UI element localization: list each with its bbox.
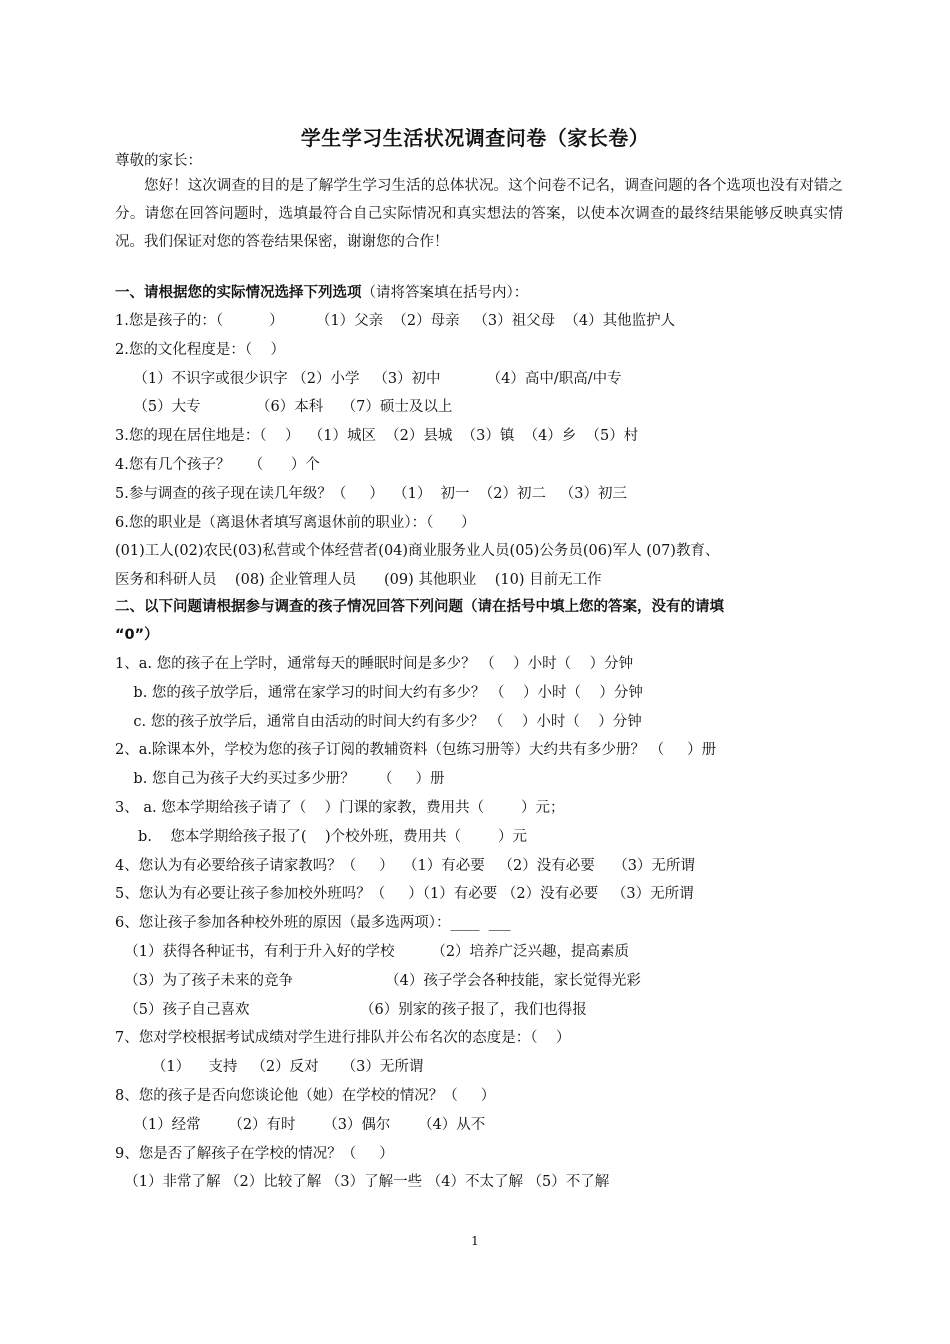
- section1-heading-text: 一、请根据您的实际情况选择下列选项: [115, 285, 362, 301]
- question-line: 1、a. 您的孩子在上学时，通常每天的睡眠时间是多少？ （ ）小时（ ）分钟: [115, 656, 634, 672]
- question-line: 4、您认为有必要给孩子请家教吗？（ ） （1）有必要 （2）没有必要 （3）无所谓: [115, 857, 695, 874]
- question-line: (01)工人(02)农民(03)私营或个体经营者(04)商业服务业人员(05)公务员(06)军人 (07)教育、: [115, 543, 720, 560]
- question-line: （1）非常了解 （2）比较了解 （3）了解一些 （4）不太了解 （5）不了解: [115, 1174, 610, 1191]
- question-line: 3.您的现在居住地是：（ ） （1）城区 （2）县城 （3）镇 （4）乡 （5）村: [115, 428, 639, 445]
- question-line: 2.您的文化程度是：（ ）: [115, 341, 286, 358]
- question-line: c. 您的孩子放学后，通常自由活动的时间大约有多少？ （ ）小时（ ）分钟: [115, 713, 642, 730]
- question-line: （5）大专 （6）本科 （7）硕士及以上: [115, 399, 453, 416]
- section1-heading-note: （请将答案填在括号内）：: [361, 285, 529, 301]
- question-line: 医务和科研人员 (08) 企业管理人员 (09) 其他职业 (10) 目前无工作: [115, 572, 602, 589]
- question-line: 4.您有几个孩子？ （ ）个: [115, 457, 320, 473]
- section1-heading: [115, 283, 528, 303]
- question-line: （1） 支持 （2）反对 （3）无所谓: [115, 1059, 424, 1076]
- question-line: （3）为了孩子未来的竞争 （4）孩子学会各种技能，家长觉得光彩: [115, 972, 641, 989]
- question-line: 8、您的孩子是否向您谈论他（她）在学校的情况？（ ）: [115, 1088, 496, 1104]
- question-line: 1.您是孩子的：（ ） （1）父亲 （2）母亲 （3）祖父母 （4）其他监护人: [115, 313, 676, 329]
- question-line: b. 您本学期给孩子报了( )个校外班，费用共（ ）元: [115, 828, 527, 845]
- question-line: b. 您的孩子放学后，通常在家学习的时间大约有多少？ （ ）小时（ ）分钟: [115, 684, 643, 701]
- question-line: 3、 a. 您本学期给孩子请了（ ）门课的家教，费用共（ ）元；: [115, 800, 565, 816]
- section2-heading-line1: 二、以下问题请根据参与调查的孩子情况回答下列问题（请在括号中填上您的答案，没有的请填: [115, 599, 724, 615]
- section2-heading-line2: “0”）: [115, 627, 159, 643]
- salutation: 尊敬的家长：: [115, 153, 202, 169]
- question-line: 6、您让孩子参加各种校外班的原因（最多选两项）：____ ___: [115, 915, 511, 932]
- question-line: 9、您是否了解孩子在学校的情况？（ ）: [115, 1145, 394, 1162]
- question-line: b. 您自己为孩子大约买过多少册？ （ ）册: [115, 771, 445, 788]
- question-line: 2、a.除课本外，学校为您的孩子订阅的教辅资料（包练习册等）大约共有多少册？ （ ）册: [115, 742, 717, 759]
- question-line: （1）获得各种证书，有利于升入好的学校 （2）培养广泛兴趣，提高素质: [115, 944, 630, 960]
- question-line: （1）不识字或很少识字 （2）小学 （3）初中 （4）高中/职高/中专: [115, 370, 622, 387]
- question-line: 5.参与调查的孩子现在读几年级？（ ） （1） 初一 （2）初二 （3）初三: [115, 485, 628, 502]
- page-title: 学生学习生活状况调查问卷（家长卷）: [300, 126, 650, 150]
- question-line: （5）孩子自己喜欢 （6）别家的孩子报了，我们也得报: [115, 1001, 587, 1018]
- intro-paragraph: 您好！这次调查的目的是了解学生学习生活的总体状况。这个问卷不记名，调查问题的各个选项也没有对错之分。请您在回答问题时，选填最符合自己实际情况和真实想法的答案，以使本次调查的最终结果能够反映真实情况。我们保证对您的答卷结果保密，谢谢您的合作！: [115, 178, 843, 250]
- question-line: （1）经常 （2）有时 （3）偶尔 （4）从不: [115, 1116, 486, 1133]
- question-line: 6.您的职业是（离退休者填写离退休前的职业）：（ ）: [115, 514, 476, 531]
- page-number: 1: [471, 1234, 479, 1248]
- question-line: 5、您认为有必要让孩子参加校外班吗？（ ）（1）有必要 （2）没有必要 （3）无所谓: [115, 886, 694, 903]
- question-line: 7、您对学校根据考试成绩对学生进行排队并公布名次的态度是：（ ）: [115, 1030, 571, 1047]
